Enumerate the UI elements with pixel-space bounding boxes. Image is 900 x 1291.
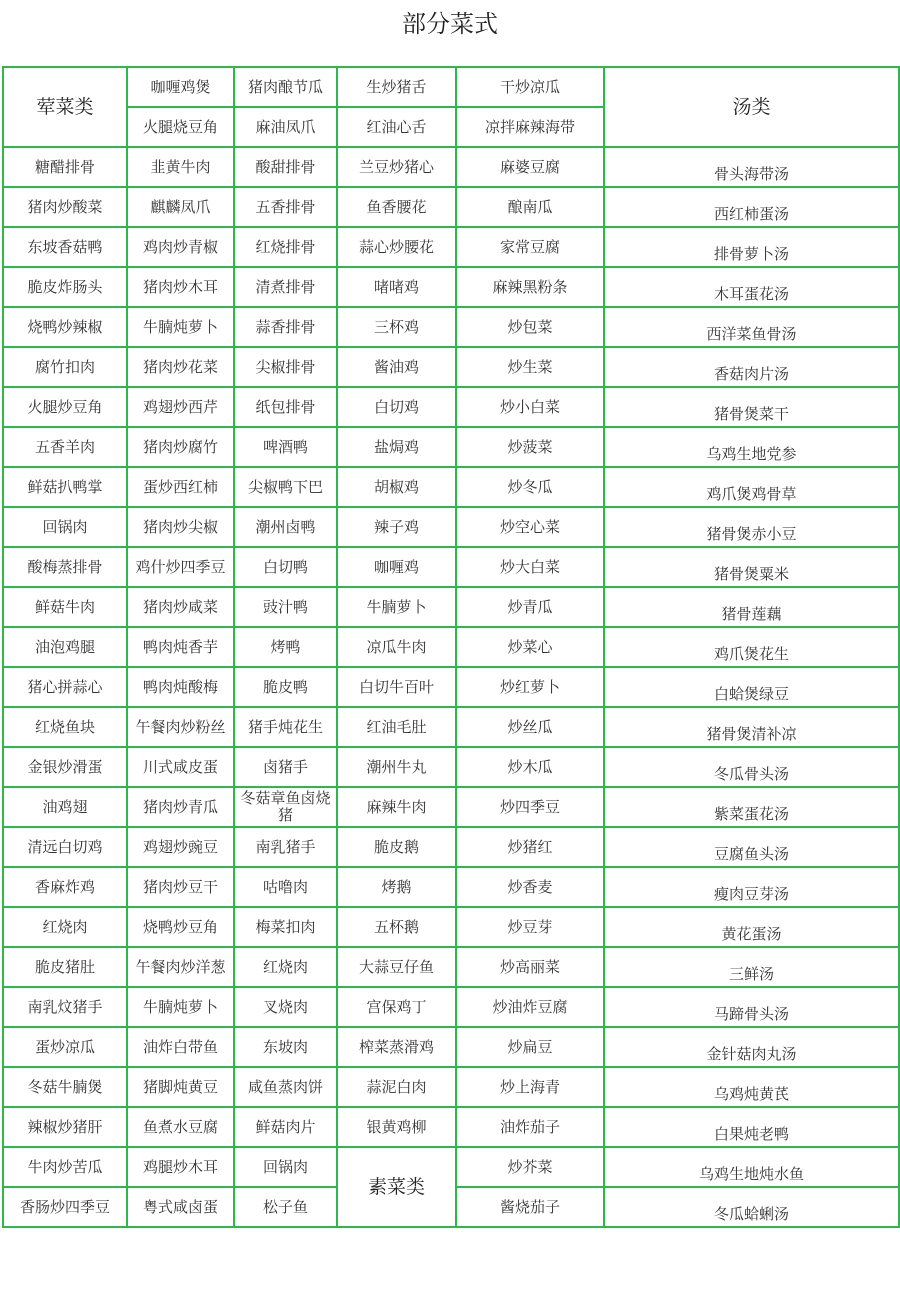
- dish-cell: 鱼煮水豆腐: [127, 1107, 234, 1147]
- dish-cell: 油鸡翅: [3, 787, 127, 827]
- table-row: [3, 427, 899, 467]
- dish-cell: 猪心拼蒜心: [3, 667, 127, 707]
- dish-cell: 白切鸭: [234, 547, 337, 587]
- table-row: [3, 227, 899, 267]
- dish-cell: 蒜心炒腰花: [337, 227, 456, 267]
- soup-cell: 乌鸡生地党参: [604, 427, 899, 467]
- dish-cell: 油泡鸡腿: [3, 627, 127, 667]
- dish-cell: 麒麟凤爪: [127, 187, 234, 227]
- dish-cell: 啫啫鸡: [337, 267, 456, 307]
- soup-category-header: 汤类: [604, 67, 899, 147]
- dish-cell: 松子鱼: [234, 1187, 337, 1227]
- dish-cell: 炒高丽菜: [456, 947, 604, 987]
- dish-cell: 糖醋排骨: [3, 147, 127, 187]
- dish-cell: 潮州卤鸭: [234, 507, 337, 547]
- dish-cell: 咕噜肉: [234, 867, 337, 907]
- menu-table: [2, 66, 900, 1228]
- dish-cell: 辣子鸡: [337, 507, 456, 547]
- dish-cell: 炒青瓜: [456, 587, 604, 627]
- dish-cell: 冬菇牛腩煲: [3, 1067, 127, 1107]
- table-row: [3, 1027, 899, 1067]
- dish-cell: 腐竹扣肉: [3, 347, 127, 387]
- dish-cell: 炒菠菜: [456, 427, 604, 467]
- soup-cell: 金针菇肉丸汤: [604, 1027, 899, 1067]
- dish-cell: 猪脚炖黄豆: [127, 1067, 234, 1107]
- dish-cell: 油炸茄子: [456, 1107, 604, 1147]
- table-row: [3, 507, 899, 547]
- dish-cell: 猪肉炒豆干: [127, 867, 234, 907]
- dish-cell: 五香羊肉: [3, 427, 127, 467]
- soup-cell: 马蹄骨头汤: [604, 987, 899, 1027]
- dish-cell: 红油心舌: [337, 107, 456, 147]
- page-title: 部分菜式: [402, 10, 498, 38]
- dish-cell: 烧鸭炒豆角: [127, 907, 234, 947]
- dish-cell: 鲜菇肉片: [234, 1107, 337, 1147]
- dish-cell: 鸭肉炖酸梅: [127, 667, 234, 707]
- soup-cell: 猪骨莲藕: [604, 587, 899, 627]
- table-row: [3, 587, 899, 627]
- dish-cell: 鸡肉炒青椒: [127, 227, 234, 267]
- dish-cell: 烤鸭: [234, 627, 337, 667]
- dish-cell: 炒上海青: [456, 1067, 604, 1107]
- dish-cell: 生炒猪舌: [337, 67, 456, 107]
- dish-cell: 清煮排骨: [234, 267, 337, 307]
- dish-cell: 炒芥菜: [456, 1147, 604, 1187]
- dish-cell: 酸甜排骨: [234, 147, 337, 187]
- dish-cell: 三杯鸡: [337, 307, 456, 347]
- table-row: [3, 867, 899, 907]
- table-row: [3, 627, 899, 667]
- dish-cell: 炒包菜: [456, 307, 604, 347]
- dish-cell: 午餐肉炒洋葱: [127, 947, 234, 987]
- dish-cell: 炒空心菜: [456, 507, 604, 547]
- dish-cell: 酿南瓜: [456, 187, 604, 227]
- dish-cell: 猪肉炒尖椒: [127, 507, 234, 547]
- dish-cell: 炒油炸豆腐: [456, 987, 604, 1027]
- dish-cell: 火腿烧豆角: [127, 107, 234, 147]
- dish-cell: 胡椒鸡: [337, 467, 456, 507]
- soup-cell: 排骨萝卜汤: [604, 227, 899, 267]
- dish-cell: 烤鹅: [337, 867, 456, 907]
- dish-cell: 猪肉炒花菜: [127, 347, 234, 387]
- table-row: [3, 147, 899, 187]
- soup-cell: 白蛤煲绿豆: [604, 667, 899, 707]
- dish-cell: 粤式咸卤蛋: [127, 1187, 234, 1227]
- dish-cell: 鱼香腰花: [337, 187, 456, 227]
- soup-cell: 三鲜汤: [604, 947, 899, 987]
- dish-cell: 南乳猪手: [234, 827, 337, 867]
- dish-cell: 宫保鸡丁: [337, 987, 456, 1027]
- soup-cell: 猪骨煲赤小豆: [604, 507, 899, 547]
- dish-cell: 香肠炒四季豆: [3, 1187, 127, 1227]
- dish-cell: 鸭肉炖香芋: [127, 627, 234, 667]
- dish-cell: 酸梅蒸排骨: [3, 547, 127, 587]
- dish-cell: 川式咸皮蛋: [127, 747, 234, 787]
- dish-cell: 榨菜蒸滑鸡: [337, 1027, 456, 1067]
- soup-cell: 香菇肉片汤: [604, 347, 899, 387]
- dish-cell: 银黄鸡柳: [337, 1107, 456, 1147]
- dish-cell: 香麻炸鸡: [3, 867, 127, 907]
- dish-cell: 酱烧茄子: [456, 1187, 604, 1227]
- soup-cell: 乌鸡生地炖水鱼: [604, 1147, 899, 1187]
- dish-cell: 鸡腿炒木耳: [127, 1147, 234, 1187]
- dish-cell: 五杯鹅: [337, 907, 456, 947]
- table-row: [3, 747, 899, 787]
- dish-cell: 脆皮鹅: [337, 827, 456, 867]
- table-row: [3, 1147, 899, 1187]
- table-row: [3, 827, 899, 867]
- dish-cell: 烧鸭炒辣椒: [3, 307, 127, 347]
- dish-cell: 红烧鱼块: [3, 707, 127, 747]
- dish-cell: 炒丝瓜: [456, 707, 604, 747]
- dish-cell: 炒小白菜: [456, 387, 604, 427]
- veg-category-header: 素菜类: [337, 1147, 456, 1227]
- dish-cell: 麻辣黑粉条: [456, 267, 604, 307]
- dish-cell: 猪手炖花生: [234, 707, 337, 747]
- dish-cell: 麻辣牛肉: [337, 787, 456, 827]
- table-row: [3, 707, 899, 747]
- dish-cell: 鸡什炒四季豆: [127, 547, 234, 587]
- soup-cell: 冬瓜蛤蜊汤: [604, 1187, 899, 1227]
- dish-cell: 叉烧肉: [234, 987, 337, 1027]
- dish-cell: 蒜泥白肉: [337, 1067, 456, 1107]
- dish-cell: 牛腩炖萝卜: [127, 307, 234, 347]
- dish-cell: 南乳炆猪手: [3, 987, 127, 1027]
- soup-cell: 猪骨煲清补凉: [604, 707, 899, 747]
- dish-cell: 盐焗鸡: [337, 427, 456, 467]
- dish-cell: 红烧肉: [3, 907, 127, 947]
- soup-cell: 西红柿蛋汤: [604, 187, 899, 227]
- dish-cell: 炒猪红: [456, 827, 604, 867]
- dish-cell: 咸鱼蒸肉饼: [234, 1067, 337, 1107]
- dish-cell: 潮州牛丸: [337, 747, 456, 787]
- table-row: [3, 787, 899, 827]
- soup-cell: 瘦肉豆芽汤: [604, 867, 899, 907]
- dish-cell: 清远白切鸡: [3, 827, 127, 867]
- dish-cell: 炒扁豆: [456, 1027, 604, 1067]
- dish-cell: 猪肉炒咸菜: [127, 587, 234, 627]
- dish-cell: 纸包排骨: [234, 387, 337, 427]
- soup-cell: 乌鸡炖黄芪: [604, 1067, 899, 1107]
- dish-cell: 炒香麦: [456, 867, 604, 907]
- menu-table-body: [3, 67, 899, 1227]
- dish-cell: 白切鸡: [337, 387, 456, 427]
- dish-cell: 豉汁鸭: [234, 587, 337, 627]
- dish-cell: 回锅肉: [3, 507, 127, 547]
- dish-cell: 炒木瓜: [456, 747, 604, 787]
- dish-cell: 金银炒滑蛋: [3, 747, 127, 787]
- dish-cell: 蛋炒西红柿: [127, 467, 234, 507]
- dish-cell: 韭黄牛肉: [127, 147, 234, 187]
- dish-cell: 鸡翅炒西芹: [127, 387, 234, 427]
- table-row: [3, 947, 899, 987]
- dish-cell: 白切牛百叶: [337, 667, 456, 707]
- dish-cell: 梅菜扣肉: [234, 907, 337, 947]
- soup-cell: 冬瓜骨头汤: [604, 747, 899, 787]
- dish-cell: 炒生菜: [456, 347, 604, 387]
- dish-cell: 牛肉炒苦瓜: [3, 1147, 127, 1187]
- dish-cell: 麻婆豆腐: [456, 147, 604, 187]
- dish-cell: 脆皮炸肠头: [3, 267, 127, 307]
- dish-cell: 麻油凤爪: [234, 107, 337, 147]
- dish-cell: 回锅肉: [234, 1147, 337, 1187]
- table-row: [3, 1067, 899, 1107]
- dish-cell: 蛋炒凉瓜: [3, 1027, 127, 1067]
- dish-cell: 咖喱鸡煲: [127, 67, 234, 107]
- dish-cell: 鸡翅炒豌豆: [127, 827, 234, 867]
- dish-cell: 冬菇章鱼卤烧猪: [234, 787, 337, 827]
- dish-cell: 鲜菇扒鸭掌: [3, 467, 127, 507]
- dish-cell: 炒四季豆: [456, 787, 604, 827]
- table-row: [3, 347, 899, 387]
- dish-cell: 凉瓜牛肉: [337, 627, 456, 667]
- dish-cell: 红油毛肚: [337, 707, 456, 747]
- dish-cell: 猪肉炒青瓜: [127, 787, 234, 827]
- soup-cell: 白果炖老鸭: [604, 1107, 899, 1147]
- soup-cell: 紫菜蛋花汤: [604, 787, 899, 827]
- dish-cell: 脆皮鸭: [234, 667, 337, 707]
- table-row: [3, 467, 899, 507]
- dish-cell: 咖喱鸡: [337, 547, 456, 587]
- dish-cell: 鲜菇牛肉: [3, 587, 127, 627]
- dish-cell: 炒冬瓜: [456, 467, 604, 507]
- dish-cell: 牛腩炖萝卜: [127, 987, 234, 1027]
- dish-cell: 尖椒排骨: [234, 347, 337, 387]
- dish-cell: 五香排骨: [234, 187, 337, 227]
- soup-cell: 木耳蛋花汤: [604, 267, 899, 307]
- dish-cell: 酱油鸡: [337, 347, 456, 387]
- dish-cell: 火腿炒豆角: [3, 387, 127, 427]
- soup-cell: 鸡爪煲鸡骨草: [604, 467, 899, 507]
- soup-cell: 猪骨煲粟米: [604, 547, 899, 587]
- dish-cell: 家常豆腐: [456, 227, 604, 267]
- soup-cell: 黄花蛋汤: [604, 907, 899, 947]
- soup-cell: 西洋菜鱼骨汤: [604, 307, 899, 347]
- dish-cell: 炒大白菜: [456, 547, 604, 587]
- dish-cell: 脆皮猪肚: [3, 947, 127, 987]
- table-row: [3, 667, 899, 707]
- dish-cell: 凉拌麻辣海带: [456, 107, 604, 147]
- dish-cell: 猪肉炒腐竹: [127, 427, 234, 467]
- dish-cell: 兰豆炒猪心: [337, 147, 456, 187]
- dish-cell: 蒜香排骨: [234, 307, 337, 347]
- soup-cell: 豆腐鱼头汤: [604, 827, 899, 867]
- table-row: [3, 187, 899, 227]
- dish-cell: 啤酒鸭: [234, 427, 337, 467]
- dish-cell: 炒菜心: [456, 627, 604, 667]
- dish-cell: 东坡肉: [234, 1027, 337, 1067]
- dish-cell: 猪肉炒木耳: [127, 267, 234, 307]
- dish-cell: 大蒜豆仔鱼: [337, 947, 456, 987]
- table-row: [3, 547, 899, 587]
- table-row: [3, 907, 899, 947]
- dish-cell: 炒红萝卜: [456, 667, 604, 707]
- dish-cell: 东坡香菇鸭: [3, 227, 127, 267]
- meat-category-header: 荤菜类: [3, 67, 127, 147]
- dish-cell: 干炒凉瓜: [456, 67, 604, 107]
- dish-cell: 红烧肉: [234, 947, 337, 987]
- soup-cell: 鸡爪煲花生: [604, 627, 899, 667]
- table-row: [3, 1107, 899, 1147]
- table-row: [3, 307, 899, 347]
- dish-cell: 炒豆芽: [456, 907, 604, 947]
- dish-cell: 辣椒炒猪肝: [3, 1107, 127, 1147]
- table-row: [3, 267, 899, 307]
- dish-cell: 猪肉酿节瓜: [234, 67, 337, 107]
- dish-cell: 油炸白带鱼: [127, 1027, 234, 1067]
- table-row: [3, 387, 899, 427]
- dish-cell: 红烧排骨: [234, 227, 337, 267]
- soup-cell: 骨头海带汤: [604, 147, 899, 187]
- table-row: [3, 987, 899, 1027]
- dish-cell: 猪肉炒酸菜: [3, 187, 127, 227]
- dish-cell: 牛腩萝卜: [337, 587, 456, 627]
- soup-cell: 猪骨煲菜干: [604, 387, 899, 427]
- header-row: [3, 67, 899, 107]
- dish-cell: 卤猪手: [234, 747, 337, 787]
- dish-cell: 尖椒鸭下巴: [234, 467, 337, 507]
- dish-cell: 午餐肉炒粉丝: [127, 707, 234, 747]
